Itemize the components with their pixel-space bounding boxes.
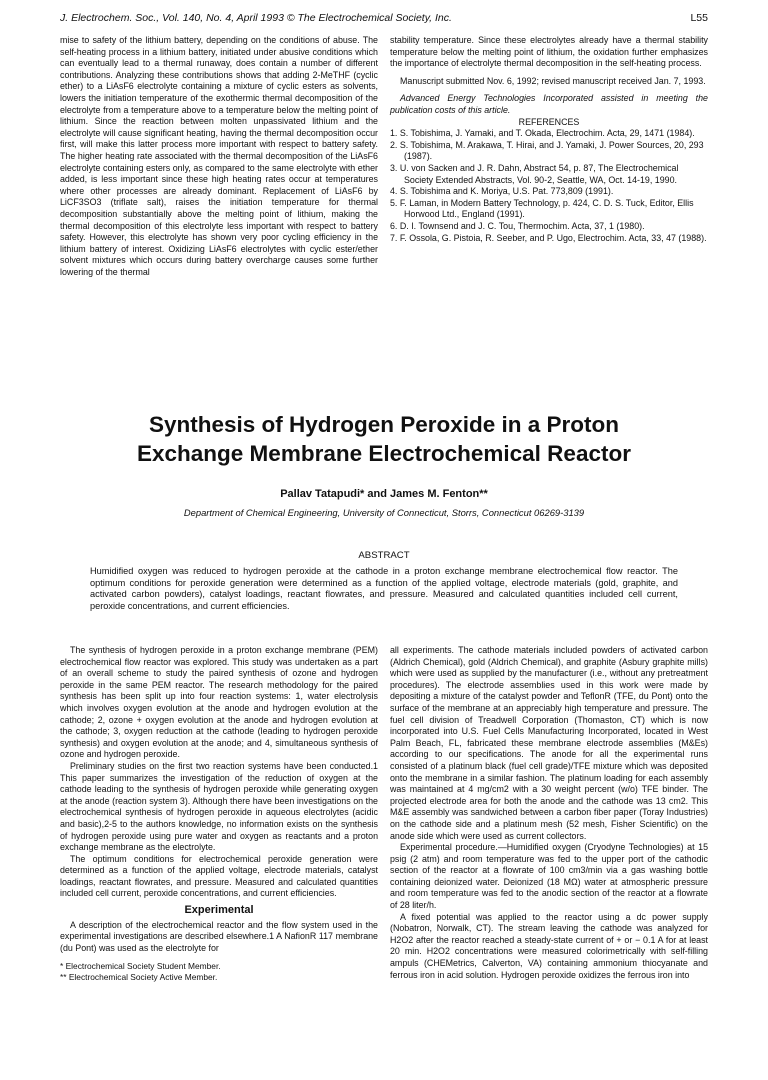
article-title [60, 410, 708, 468]
reference-item: 4. S. Tobishima and K. Moriya, U.S. Pat. 773,809 (1991). [390, 186, 614, 197]
reference-item: 3. U. von Sacken and J. R. Dahn, Abstract 54, p. 87, The Electrochemical Society Extended Abstracts, Vol. 90-2, Seattle, WA, Oct. 14-19, 1990. [390, 162, 679, 185]
references-heading: REFERENCES [518, 116, 580, 127]
previous-article-conclusion: stability temperature. Since these electrolytes already have a thermal stability temperature below the melting point of lithium, the oxidation further emphasizes the importance of electrolyte thermal decomposition in the self-heating process. [390, 35, 708, 69]
running-header [60, 12, 708, 26]
manuscript-note: Manuscript submitted Nov. 6, 1992; revised manuscript received Jan. 7, 1993. [400, 75, 706, 86]
abstract-heading: ABSTRACT [358, 550, 410, 561]
footnote-student-member: * Electrochemical Society Student Member. [60, 961, 221, 972]
title-line-1: Synthesis of Hydrogen Peroxide in a Proton [148, 412, 620, 437]
reference-item: 2. S. Tobishima, M. Arakawa, T. Hirai, and J. Yamaki, J. Power Sources, 20, 293 (1987). [390, 139, 704, 162]
body-paragraph: Preliminary studies on the first two reaction systems have been conducted.1 This paper summarizes the investigation of the reduction of oxygen at the cathode leading to the synthesis of hydrogen peroxide while generating oxygen at the anode (reaction system 3). Although there have been investigations on the electrochemical synthesis of hydrogen peroxide in aqueous electrolytes (acidic and basic),2-5 to the authors knowledge, no information exists on the synthesis of hydrogen peroxide using pure water and oxygen as reactants and a proton exchange membrane as the electrolyte. [60, 760, 378, 853]
journal-citation: J. Electrochem. Soc., Vol. 140, No. 4, April 1993 © The Electrochemical Society, Inc. [60, 12, 452, 24]
reference-item: 1. S. Tobishima, J. Yamaki, and T. Okada, Electrochim. Acta, 29, 1471 (1984). [390, 128, 695, 139]
affiliation: Department of Chemical Engineering, University of Connecticut, Storrs, Connecticut 06269-3139 [183, 507, 585, 518]
body-paragraph: A fixed potential was applied to the reactor using a dc power supply (Nobatron, Norwalk, CT). The stream leaving the cathode was analyzed for H2O2 after the reactor reached a steady-state current of + or − 0.1 A for at least 20 min. H2O2 concentrations were measured colorimetrically with self-filling ampuls (CHEMetrics, Calverton, VA) containing ammonium thiocyanate and ferrous iron in acid solution. Hydrogen peroxide oxidizes the ferrous iron into [390, 911, 708, 980]
section-heading-experimental: Experimental [184, 904, 254, 917]
experimental-paragraph: A description of the electrochemical reactor and the flow system used in the experimental investigations are described elsewhere.1 A NafionR 117 membrane (du Pont) was used as the electrolyte for [60, 919, 378, 953]
reference-item: 6. D. I. Townsend and J. C. Tou, Thermochim. Acta, 37, 1 (1980). [390, 220, 645, 231]
title-line-2: Exchange Membrane Electrochemical Reactor [137, 441, 631, 466]
previous-article-text: mise to safety of the lithium battery, depending on the conditions of abuse. The self-heating process in a lithium battery, initiated under abusive conditions which can eventually lead to a thermal runaway, does contain a number of different contributions. Analyzing these contributions shows that adding 2-MeTHF (cyclic ether) to a LiAsF6 electrolyte containing a mixture of cyclic esters as solvents, lowers the initiation temperature of the exothermic thermal decomposition of the electrolyte from a temperature above to a temperature below the melting point of lithium. Since the reaction between molten unpassivated lithium and the electrolyte will cause significant heating, having the thermal decomposition occur first, will make this latter process more important with respect to battery safety. The higher heating rate associated with the thermal decomposition of the LiAsF6 electrolyte containing esters only, as compared to the same electrolyte with ether added, is less important since these high heating rates occur at temperatures where other processes are already dominant. Replacement of LiAsF6 by LiCF3SO3 (triflate salt), raises the initiation temperature for thermal decomposition substantially above the melting point of lithium, making the thermal decomposition of this electrolyte less important with respect to battery safety. However, this electrolyte has shown very poor cycling efficiency in the lithium battery of interest. Oxidizing LiAsF6 electrolytes with cyclic ester/ether solvent mixtures which occurs during battery overcharge causes some further lowering of the thermal [60, 35, 378, 277]
reference-item: 5. F. Laman, in Modern Battery Technology, p. 424, C. D. S. Tuck, Editor, Ellis Horwood Ltd., England (1991). [390, 197, 694, 220]
body-left-column [60, 645, 378, 982]
abstract-text: Humidified oxygen was reduced to hydrogen peroxide at the cathode in a proton exchange membrane electrochemical flow reactor. The optimum conditions for peroxide generation were determined as a function of the applied voltage, electrode materials (gold, graphite, and activated carbon powders), catalyst loadings, reactant flowrates, and pressure. Measured and calculated quantities included cell current, peroxide concentrations, and current efficiencies. [90, 566, 678, 612]
assistance-note: Advanced Energy Technologies Incorporated assisted in meeting the publication costs of this article. [390, 93, 708, 115]
body-paragraph: The optimum conditions for electrochemical peroxide generation were determined as a function of the applied voltage, electrode materials, catalyst loadings, reactant flowrates, and pressure. Measured and calculated quantities included cell current, peroxide concentrations, and current efficiencies. [60, 853, 378, 899]
reference-item: 7. F. Ossola, G. Pistoia, R. Seeber, and P. Ugo, Electrochim. Acta, 33, 47 (1988). [390, 232, 707, 243]
page-number: L55 [690, 12, 708, 24]
body-paragraph: all experiments. The cathode materials included powders of activated carbon (Aldrich Chemical), gold (Aldrich Chemical), and graphite (Asbury graphite mills) which were used as supplied by the manufacturer (i.e., without any pretreatment procedures). The electrode assemblies used in this work were made by depositing a mixture of the catalyst powder and TeflonR (TFE, du Pont) onto the surface of the membrane at an appreciably high temperature and pressure. The fuel cell division of Treadwell Corporation (Thomaston, CT) which is now incorporated into U.S. Fuel Cells Manufacturing Incorporated, located in West Palm Beach, FL, fabricated these membrane electrode assemblies (M&Es) according to our specifications. The anode for all the experimental runs consisted of a platinum black (fuel cell grade)/TFE mixture which was deposited onto the membrane in a similar fashion. The platinum loading for each assembly was maintained at 4 mg/cm2 with a 30 weight percent (w/o) TFE binder. The projected electrode area for both the anode and the cathode was 13 cm2. This M&E assembly was sandwiched between a carbon fiber paper (Toray Industries) on the cathode side and a platinum mesh (52 mesh, Fisher Scientific) on the anode side which were used as current collectors. [390, 645, 708, 841]
body-paragraph: The synthesis of hydrogen peroxide in a proton exchange membrane (PEM) electrochemical flow reactor was explored. This study was undertaken as a part of an overall scheme to study the paired synthesis of ozone and hydrogen peroxide in the same PEM reactor. The research methodology for the paired synthesis has been split up into four reaction systems: 1, water electrolysis which involves oxygen evolution at the anode and hydrogen evolution at the cathode; 2, ozone + oxygen evolution at the anode and hydrogen evolution at the cathode; 3, oxygen reduction at the cathode (leading to hydrogen peroxide synthesis) and oxygen evolution at the anode; and 4, simultaneous synthesis of ozone and hydrogen peroxide. [60, 645, 378, 760]
previous-article-right-column [390, 35, 708, 244]
experimental-procedure-paragraph: Experimental procedure.—Humidified oxygen (Cryodyne Technologies) at 15 psig (2 atm) and room temperature was fed to the upper port of the cathodic section of the reactor at a flowrate of 100 cm3/min via a gas washing bottle containing deionized water. Deionized (18 MΩ) water at atmospheric pressure and room temperature was fed to the anodic section of the reactor at a flowrate of 28 liter/h. [390, 842, 708, 911]
authors: Pallav Tatapudi* and James M. Fenton** [280, 488, 488, 500]
footnotes [60, 961, 378, 982]
body-right-column [390, 645, 708, 981]
footnote-active-member: ** Electrochemical Society Active Member. [60, 971, 218, 982]
previous-article-left-column [60, 35, 378, 278]
